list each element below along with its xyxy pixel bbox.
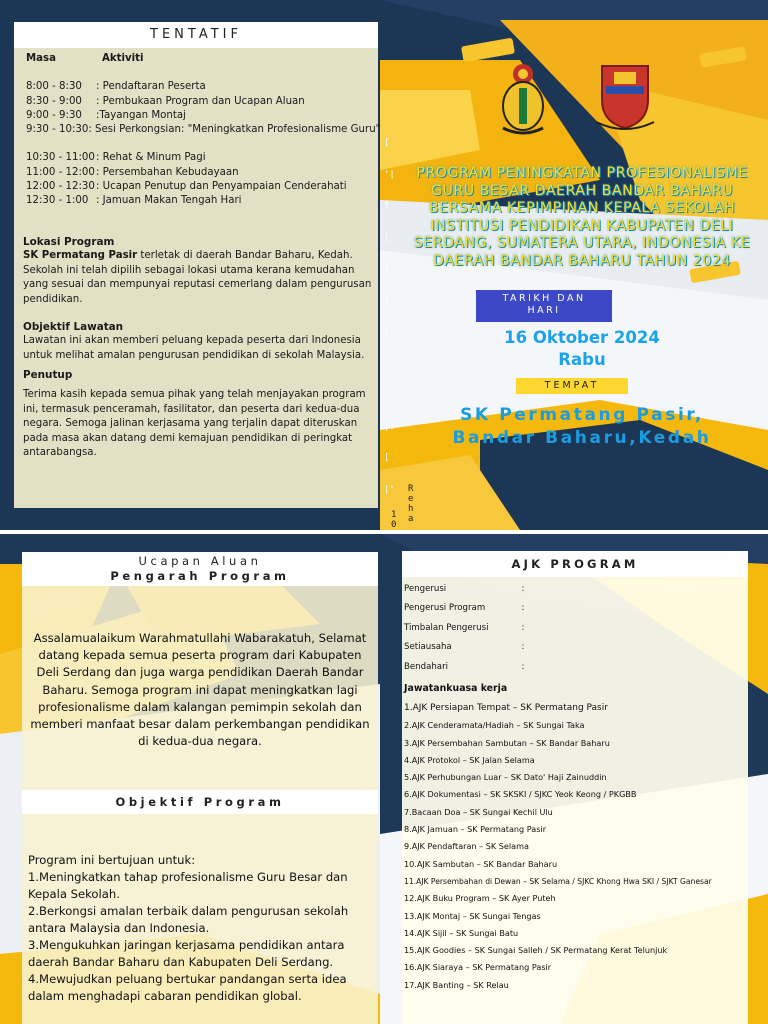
emblem-right-icon <box>594 60 656 132</box>
officer-row: Setiausaha : <box>404 642 525 653</box>
program-date <box>412 327 752 371</box>
schedule-row: 10:30 - 11:00 : Rehat & Minum Pagi <box>26 152 206 164</box>
list-item: 2.AJK Cenderamata/Hadiah – SK Sungai Taka <box>404 720 585 731</box>
objektif-intro: Program ini bertujuan untuk: <box>28 853 196 867</box>
ucapan-body: Assalamualaikum Warahmatullahi Wabarakatuh, Selamat datang kepada semua peserta program dari Kabupaten Deli Serdang dan juga warga pendidikan Daerah Bandar Baharu. Semoga program ini dapat meningkatkan lagi profesionalisme dalam kalangan pemimpin sekolah dan memberi manfaat besar dalam perkembangan pendidikan di kedua-dua negara. <box>30 631 370 749</box>
officer-row: Pengerusi : <box>404 583 525 594</box>
objektif-item: 2.Berkongsi amalan terbaik dalam pengurusan sekolah antara Malaysia dan Indonesia. <box>28 904 349 935</box>
committee-label: Jawatankuasa kerja <box>404 683 508 694</box>
objektif-item: 4.Mewujudkan peluang bertukar pandangan serta idea dalam menghadapi cabaran pendidikan global. <box>28 972 347 1003</box>
schedule-header <box>26 52 376 66</box>
list-item: 4.AJK Protokol – SK Jalan Selama <box>404 754 535 765</box>
schedule-row: 12:00 - 12:30 : Ucapan Penutup dan Penyampaian Cenderahati <box>26 181 347 193</box>
objektif-title: Objektif Program <box>22 790 378 814</box>
objektif-item: 1.Meningkatkan tahap profesionalisme Guru Besar dan Kepala Sekolah. <box>28 870 348 901</box>
lokasi-section <box>23 235 373 307</box>
schedule-row: 11:00 - 12:00 : Persembahan Kebudayaan <box>26 166 239 178</box>
tentatif-schedule <box>26 52 381 209</box>
list-item: 6.AJK Dokumentasi – SK SKSKI / SJKC Yeok Keong / PKGBB <box>404 789 637 800</box>
objektif-lawatan-text: Lawatan ini akan memberi peluang kepada peserta dari Indonesia untuk melihat amalan pengurusan pendidikan di sekolah Malaysia. <box>23 335 365 361</box>
objektif-lawatan-section <box>23 320 373 363</box>
schedule-row: 8:30 - 9:00 : Pembukaan Program dan Ucapan Aluan <box>26 95 305 107</box>
ajk-title: AJK PROGRAM <box>402 551 748 577</box>
list-item: 14.AJK Sijil – SK Sungai Batu <box>404 927 519 938</box>
officer-row: Pengerusi Program : <box>404 603 525 614</box>
lokasi-school-name: SK Permatang Pasir <box>23 250 138 262</box>
fold-strip-bottom: 1 0 <box>391 510 397 530</box>
list-item: 1.AJK Persiapan Tempat – SK Permatang Pasir <box>404 703 608 713</box>
penutup-text: Terima kasih kepada semua pihak yang telah menjayakan program ini, termasuk penceramah, fasilitator, dan peserta dari kedua-dua negara. Semoga jalinan kerjasama yang terjalin dapat diteruskan pada masa akan datang demi kemajuan pendidikan di peringkat antarabangsa. <box>23 389 366 459</box>
col-aktiviti: Aktiviti <box>102 53 144 64</box>
ajk-committee-list <box>404 681 748 994</box>
schedule-group-a <box>26 80 381 137</box>
emblem-left-icon <box>495 58 551 136</box>
officer-row: Timbalan Pengerusi : <box>404 622 525 633</box>
list-item: 8.AJK Jamuan – SK Permatang Pasir <box>404 824 547 835</box>
col-masa: Masa <box>26 53 56 64</box>
program-venue: SK Permatang Pasir, Bandar Baharu,Kedah <box>452 405 712 448</box>
list-item: 3.AJK Persembahan Sambutan – SK Bandar Baharu <box>404 737 610 748</box>
fold-strip-vertical: R e h a <box>408 484 414 524</box>
list-item: 7.Bacaan Doa – SK Sungai Kechil Ulu <box>404 806 553 817</box>
schedule-row: 12:30 - 1:00 : Jamuan Makan Tengah Hari <box>26 195 242 207</box>
list-item: 11.AJK Persembahan di Dewan – SK Selama / SJKC Khong Hwa SKI / SJKT Ganesar <box>404 876 712 886</box>
schedule-row: 9:00 - 9:30 :Tayangan Montaj <box>26 109 186 121</box>
lokasi-desc: Sekolah ini telah dipilih sebagai lokasi utama kerana kemudahan yang sesuai dan mempunyai reputasi cemerlang dalam pengurusan pendidikan. <box>23 264 372 305</box>
list-item: 10.AJK Sambutan – SK Bandar Baharu <box>404 858 558 869</box>
list-item: 17.AJK Banting – SK Relau <box>404 979 509 990</box>
lokasi-label: Lokasi Program <box>23 236 115 248</box>
lokasi-line: SK Permatang Pasir terletak di daerah Bandar Baharu, Kedah. <box>23 250 353 262</box>
day-value: Rabu <box>558 350 606 369</box>
penutup-label: Penutup <box>23 369 73 381</box>
program-title: PROGRAM PENINGKATAN PROFESIONALISME GURU BESAR DAERAH BANDAR BAHARU BERSAMA KEPIMPINAN KEPALA SEKOLAH INSTITUSI PENDIDIKAN KABUPATEN DELI SERDANG, SUMATERA UTARA, INDONESIA KE DAERAH BANDAR BAHARU TAHUN 2024 <box>413 165 751 269</box>
objektif-item: 3.Mengukuhkan jaringan kerjasama pendidikan antara daerah Bandar Baharu dan Kabupaten Deli Serdang. <box>28 938 345 969</box>
tentatif-title: TENTATIF <box>14 22 378 48</box>
objektif-body <box>28 852 372 1005</box>
objektif-lawatan-label: Objektif Lawatan <box>23 321 124 333</box>
tarikh-label-badge: TARIKH DAN HARI <box>476 290 612 322</box>
ucapan-title: Ucapan Aluan Pengarah Program <box>22 552 378 586</box>
schedule-row: 8:00 - 8:30 : Pendaftaran Peserta <box>26 81 206 93</box>
date-value: 16 Oktober 2024 <box>504 328 660 347</box>
fold-strip-glyphs: [ '| f | l [ |' '' " |: [ |' <box>384 138 395 495</box>
list-item: 16.AJK Siaraya – SK Permatang Pasir <box>404 962 552 973</box>
officer-row: Bendahari : <box>404 661 525 672</box>
list-item: 9.AJK Pendaftaran – SK Selama <box>404 841 529 852</box>
ajk-officers-table <box>404 579 746 677</box>
penutup-section <box>23 368 373 460</box>
tempat-label-badge: TEMPAT <box>516 378 628 394</box>
schedule-group-b <box>26 151 376 208</box>
list-item: 13.AJK Montaj – SK Sungai Tengas <box>404 910 541 921</box>
list-item: 5.AJK Perhubungan Luar – SK Dato' Haji Zainuddin <box>404 772 607 783</box>
list-item: 15.AJK Goodies – SK Sungai Salleh / SK Permatang Kerat Telunjuk <box>404 945 668 956</box>
schedule-row: 9:30 - 10:30 : Sesi Perkongsian: "Meningkatkan Profesionalisme Guru" <box>26 124 381 136</box>
list-item: 12.AJK Buku Program – SK Ayer Puteh <box>404 893 556 904</box>
